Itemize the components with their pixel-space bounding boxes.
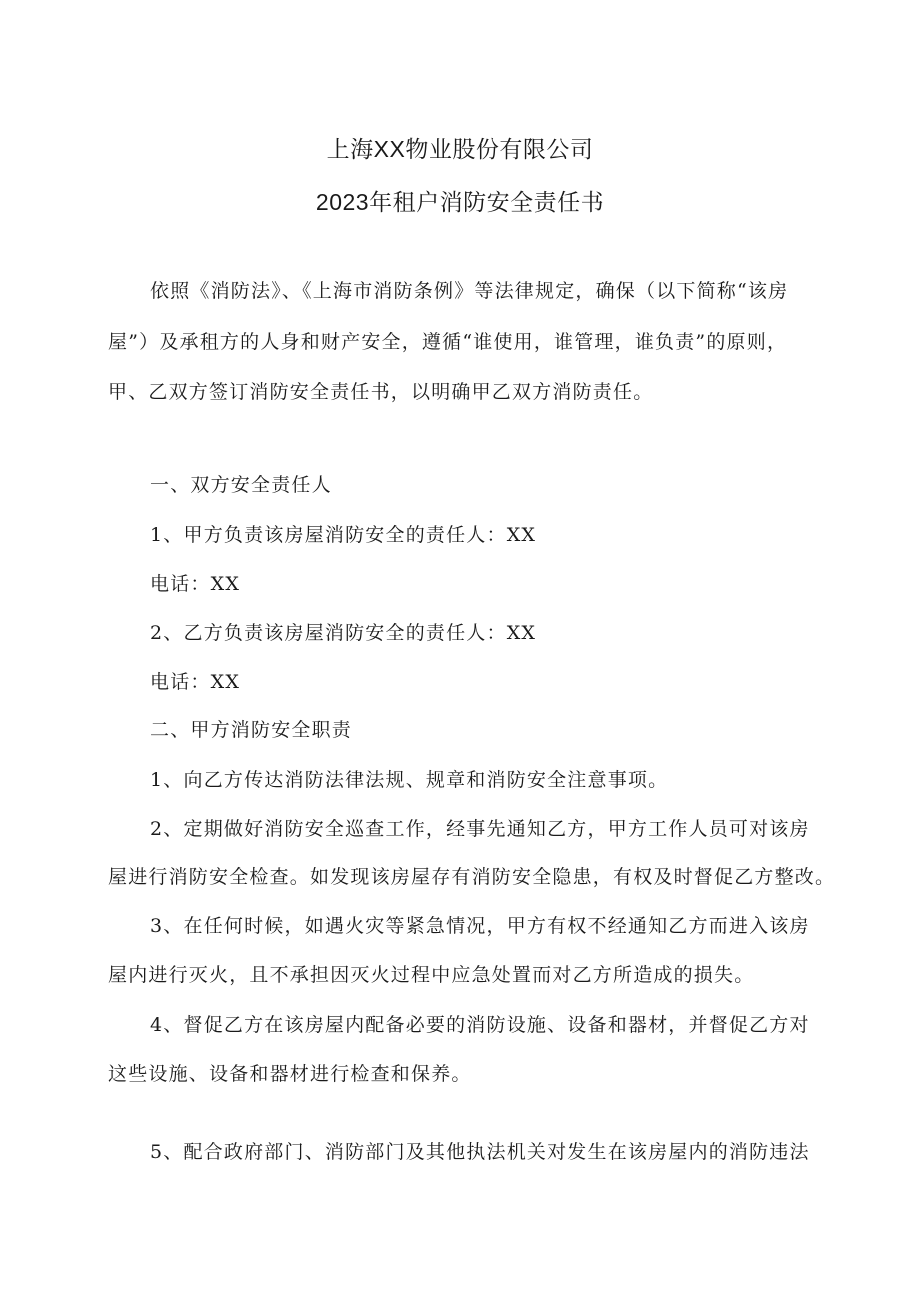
section2-item-4-line-1: 4、督促乙方在该房屋内配备必要的消防设施、设备和器材，并督促乙方对 [150,1014,810,1036]
section2-item-4-line-2: 这些设施、设备和器材进行检查和保养。 [108,1063,472,1085]
section2-item-5-line-1: 5、配合政府部门、消防部门及其他执法机关对发生在该房屋内的消防违法 [150,1141,810,1163]
section1-heading: 一、双方安全责任人 [150,474,332,496]
section2-item-2-line-2: 屋进行消防安全检查。如发现该房屋存有消防安全隐患，有权及时督促乙方整改。 [108,866,836,888]
section2-item-1: 1、向乙方传达消防法律法规、规章和消防安全注意事项。 [150,769,669,791]
section1-phone-1: 电话：XX [150,573,241,595]
intro-line-1: 依照《消防法》、《上海市消防条例》等法律规定，确保（以下简称“该房 [150,280,789,302]
section2-item-3-line-1: 3、在任何时候，如遇火灾等紧急情况，甲方有权不经通知乙方而进入该房 [150,915,810,937]
section1-item-1: 1、甲方负责该房屋消防安全的责任人：XX [150,524,537,546]
section2-heading: 二、甲方消防安全职责 [150,719,353,741]
section1-item-2: 2、乙方负责该房屋消防安全的责任人：XX [150,622,537,644]
section2-item-2-line-1: 2、定期做好消防安全巡查工作，经事先通知乙方，甲方工作人员可对该房 [150,818,810,840]
section1-phone-2: 电话：XX [150,671,241,693]
company-title: 上海XX物业股份有限公司 [326,136,594,162]
intro-line-2: 屋”）及承租方的人身和财产安全，遵循“谁使用，谁管理，谁负责”的原则， [108,331,788,353]
intro-line-3: 甲、乙双方签订消防安全责任书，以明确甲乙双方消防责任。 [108,381,654,403]
document-title: 2023年租户消防安全责任书 [315,189,605,215]
section2-item-3-line-2: 屋内进行灭火，且不承担因灭火过程中应急处置而对乙方所造成的损失。 [108,964,755,986]
